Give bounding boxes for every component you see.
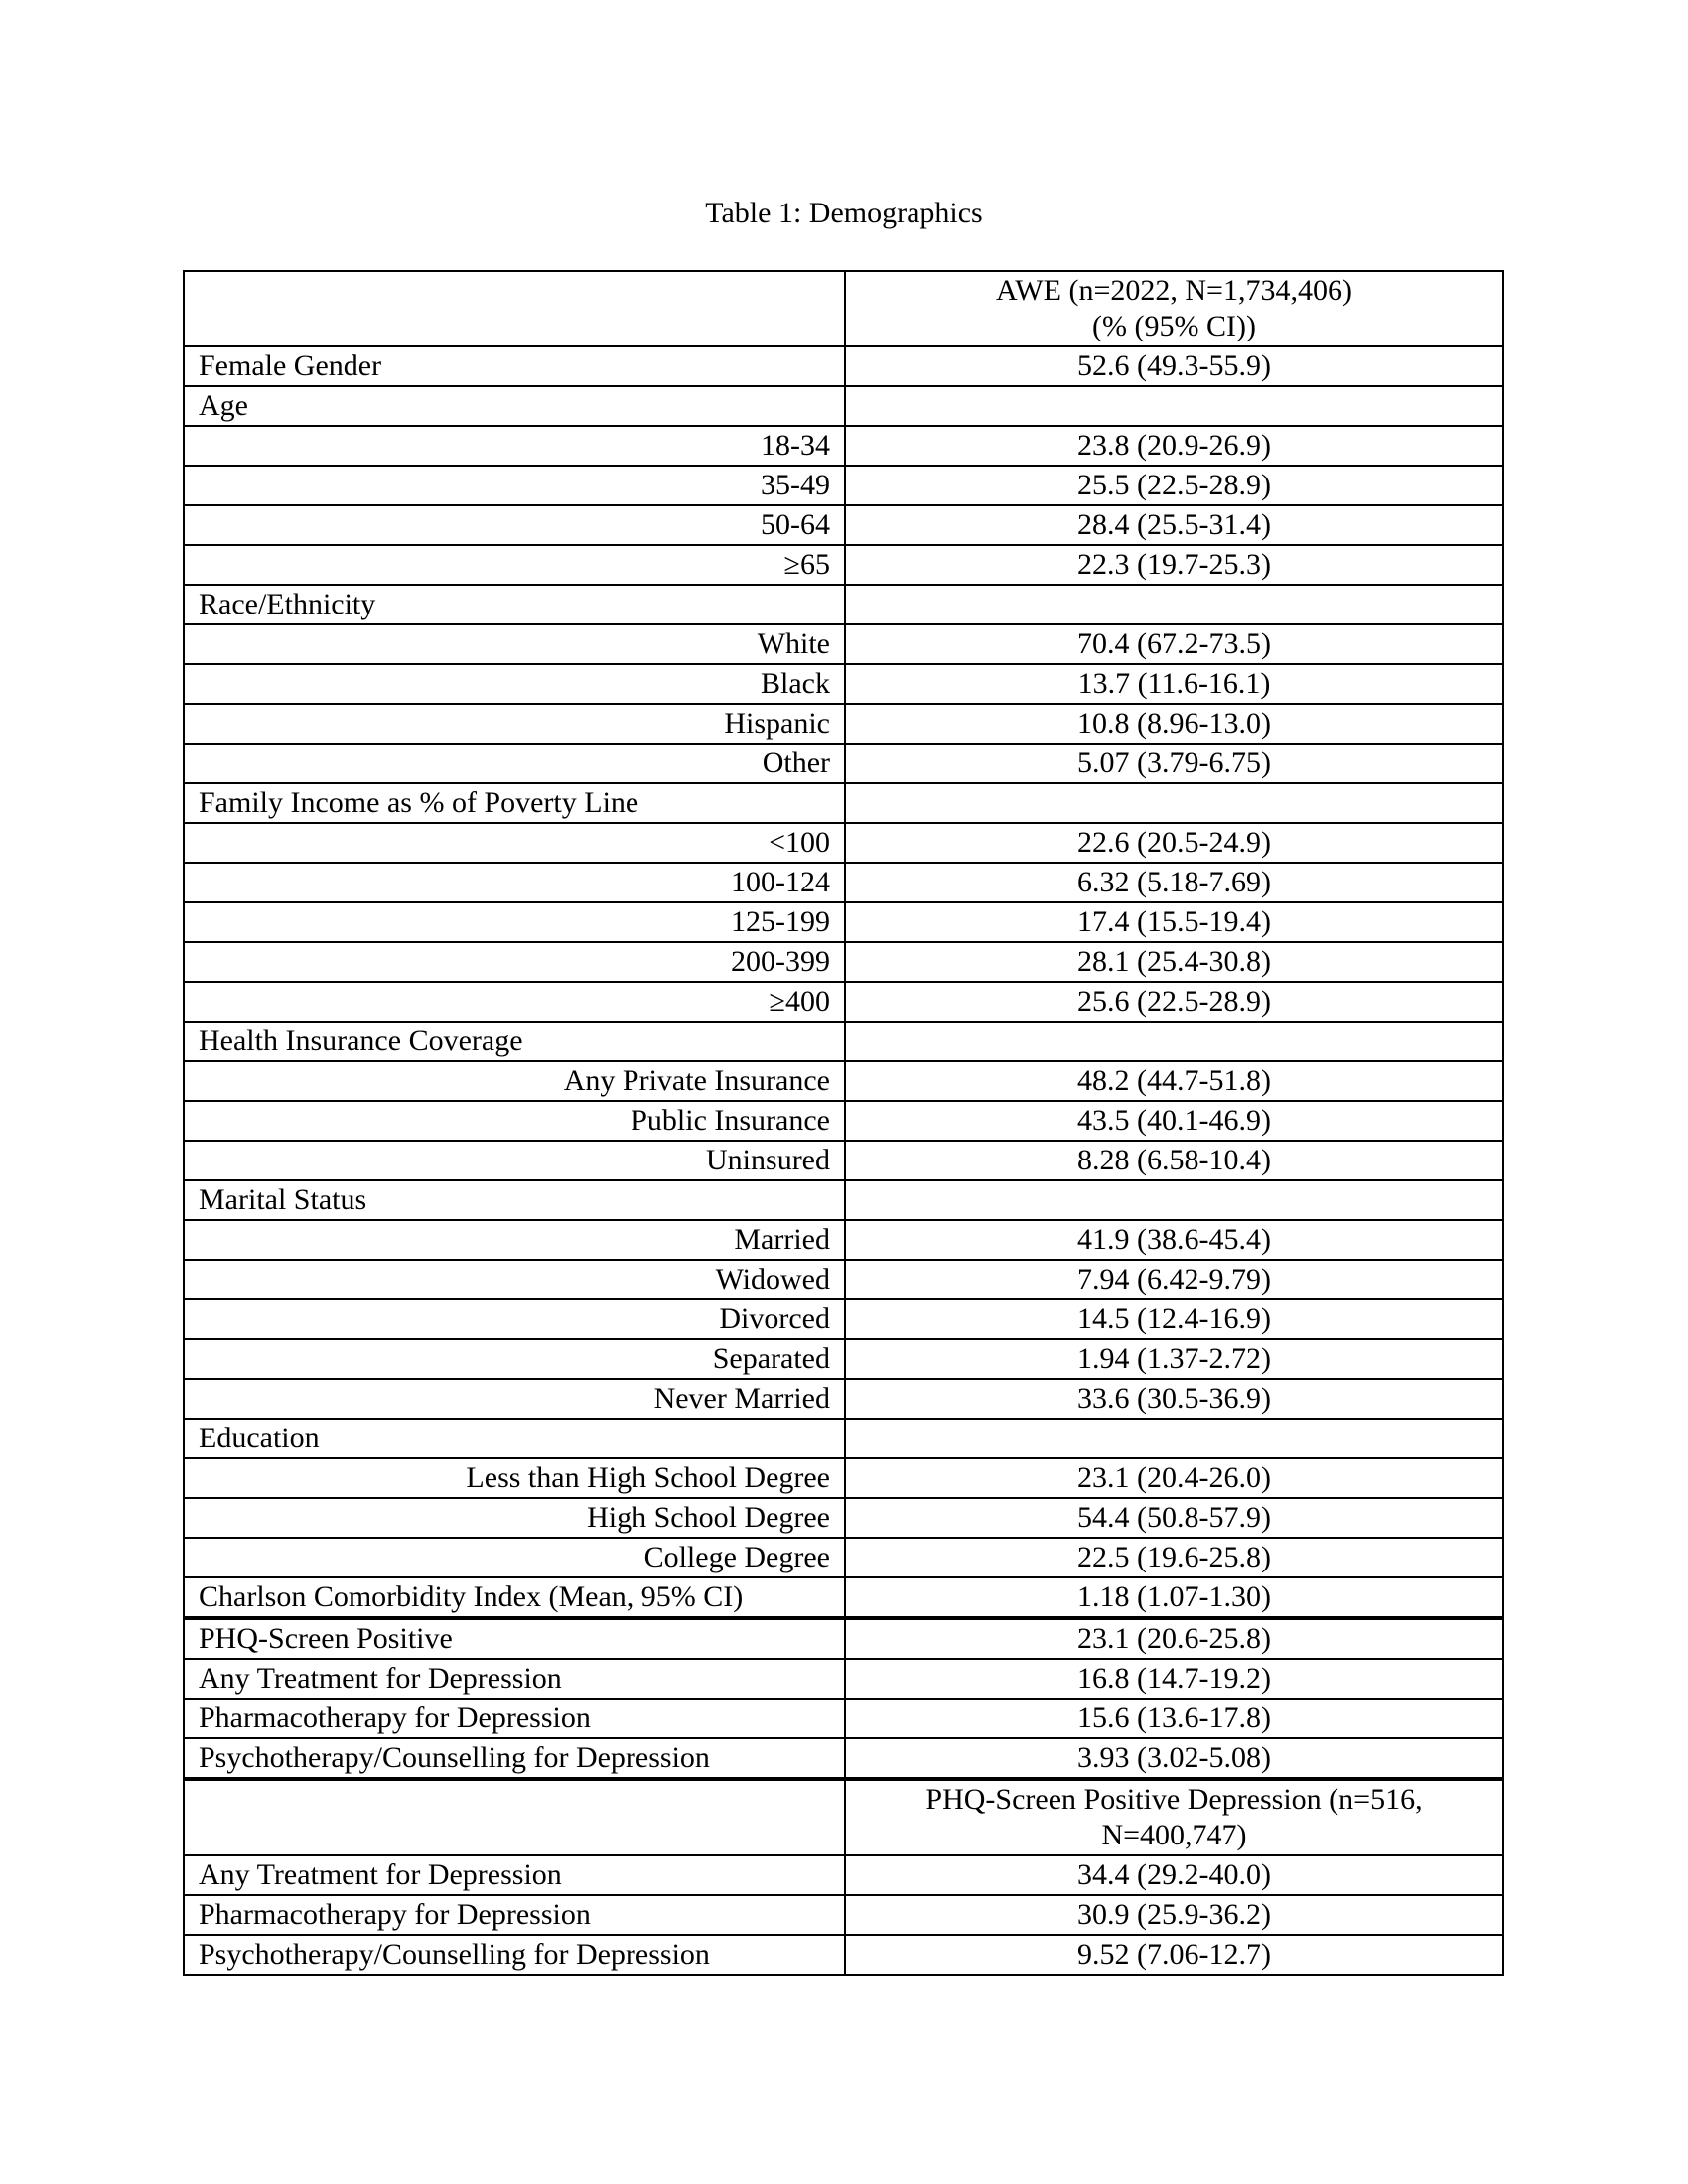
row-label: White: [184, 624, 845, 664]
row-value: 25.6 (22.5-28.9): [845, 982, 1503, 1022]
row-label: Hispanic: [184, 704, 845, 744]
table-row: [184, 1738, 1503, 1779]
row-value: 22.3 (19.7-25.3): [845, 545, 1503, 585]
row-value: 15.6 (13.6-17.8): [845, 1699, 1503, 1738]
row-label: 50-64: [184, 505, 845, 545]
subheader-line2: N=400,747): [1101, 1819, 1247, 1851]
header-awe-line2: (% (95% CI)): [1092, 310, 1256, 342]
table-row: [184, 1339, 1503, 1379]
row-value: 54.4 (50.8-57.9): [845, 1498, 1503, 1538]
row-label: Charlson Comorbidity Index (Mean, 95% CI): [184, 1577, 845, 1618]
table-row: [184, 783, 1503, 823]
header-awe-cell: [845, 271, 1503, 346]
row-value: 33.6 (30.5-36.9): [845, 1379, 1503, 1419]
row-label: Any Private Insurance: [184, 1061, 845, 1101]
table-row: [184, 624, 1503, 664]
header-empty-cell: [184, 271, 845, 346]
row-label: Less than High School Degree: [184, 1458, 845, 1498]
row-label: Black: [184, 664, 845, 704]
row-label: Age: [184, 386, 845, 426]
table-header-row: [184, 271, 1503, 346]
table-row: [184, 505, 1503, 545]
row-value: 1.94 (1.37-2.72): [845, 1339, 1503, 1379]
row-value: 1.18 (1.07-1.30): [845, 1577, 1503, 1618]
row-value: 10.8 (8.96-13.0): [845, 704, 1503, 744]
row-label: 100-124: [184, 863, 845, 902]
row-value: 43.5 (40.1-46.9): [845, 1101, 1503, 1141]
table-row: [184, 1379, 1503, 1419]
row-value: 17.4 (15.5-19.4): [845, 902, 1503, 942]
row-value: 28.4 (25.5-31.4): [845, 505, 1503, 545]
table-row: [184, 1618, 1503, 1659]
row-label: Any Treatment for Depression: [184, 1659, 845, 1699]
row-label: Family Income as % of Poverty Line: [184, 783, 845, 823]
table-row: [184, 1260, 1503, 1299]
row-value: 22.5 (19.6-25.8): [845, 1538, 1503, 1577]
table-row: [184, 942, 1503, 982]
table-row: [184, 664, 1503, 704]
row-label: ≥400: [184, 982, 845, 1022]
table-row: [184, 1101, 1503, 1141]
row-label: College Degree: [184, 1538, 845, 1577]
row-value: 23.1 (20.6-25.8): [845, 1618, 1503, 1659]
table-row: [184, 1141, 1503, 1180]
row-value: 52.6 (49.3-55.9): [845, 346, 1503, 386]
table-row: [184, 1458, 1503, 1498]
row-label: Divorced: [184, 1299, 845, 1339]
row-label: Other: [184, 744, 845, 783]
row-label: Education: [184, 1419, 845, 1458]
table-row: [184, 1855, 1503, 1895]
row-value: 9.52 (7.06-12.7): [845, 1935, 1503, 1975]
table-row: [184, 902, 1503, 942]
row-value: 23.8 (20.9-26.9): [845, 426, 1503, 466]
row-value: 30.9 (25.9-36.2): [845, 1895, 1503, 1935]
table-row: [184, 1498, 1503, 1538]
table-row: [184, 1659, 1503, 1699]
row-value: 41.9 (38.6-45.4): [845, 1220, 1503, 1260]
row-value: 14.5 (12.4-16.9): [845, 1299, 1503, 1339]
row-value: 8.28 (6.58-10.4): [845, 1141, 1503, 1180]
row-label: High School Degree: [184, 1498, 845, 1538]
row-value: 22.6 (20.5-24.9): [845, 823, 1503, 863]
row-value: [845, 386, 1503, 426]
row-label: ≥65: [184, 545, 845, 585]
subheader-line1: PHQ-Screen Positive Depression (n=516,: [925, 1783, 1423, 1816]
table-title: Table 1: Demographics: [705, 197, 983, 229]
table-row: [184, 1895, 1503, 1935]
row-value: 28.1 (25.4-30.8): [845, 942, 1503, 982]
row-value: 6.32 (5.18-7.69): [845, 863, 1503, 902]
row-value: 48.2 (44.7-51.8): [845, 1061, 1503, 1101]
row-value: [845, 1180, 1503, 1220]
table-row: [184, 1220, 1503, 1260]
row-label: Pharmacotherapy for Depression: [184, 1895, 845, 1935]
row-value: 34.4 (29.2-40.0): [845, 1855, 1503, 1895]
table-row: [184, 585, 1503, 624]
row-label: Race/Ethnicity: [184, 585, 845, 624]
row-value: [845, 1419, 1503, 1458]
row-label: 200-399: [184, 942, 845, 982]
table-row: [184, 1419, 1503, 1458]
row-label: 125-199: [184, 902, 845, 942]
table-row: [184, 863, 1503, 902]
table-row: [184, 704, 1503, 744]
subgroup-header-row: [184, 1779, 1503, 1855]
row-label: PHQ-Screen Positive: [184, 1618, 845, 1659]
row-label: Psychotherapy/Counselling for Depression: [184, 1935, 845, 1975]
table-row: [184, 1935, 1503, 1975]
table-row: [184, 1299, 1503, 1339]
row-label: Any Treatment for Depression: [184, 1855, 845, 1895]
row-value: [845, 783, 1503, 823]
row-value: 16.8 (14.7-19.2): [845, 1659, 1503, 1699]
row-value: 70.4 (67.2-73.5): [845, 624, 1503, 664]
subheader-empty-cell: [184, 1779, 845, 1855]
row-value: 3.93 (3.02-5.08): [845, 1738, 1503, 1779]
table-row: [184, 466, 1503, 505]
row-label: Never Married: [184, 1379, 845, 1419]
row-label: Marital Status: [184, 1180, 845, 1220]
row-value: [845, 585, 1503, 624]
table-row: [184, 426, 1503, 466]
table-row: [184, 823, 1503, 863]
row-label: Public Insurance: [184, 1101, 845, 1141]
table-row: [184, 1180, 1503, 1220]
row-label: Psychotherapy/Counselling for Depression: [184, 1738, 845, 1779]
row-label: Separated: [184, 1339, 845, 1379]
row-label: Uninsured: [184, 1141, 845, 1180]
table-row: [184, 982, 1503, 1022]
header-awe-line1: AWE (n=2022, N=1,734,406): [996, 274, 1352, 307]
row-label: Pharmacotherapy for Depression: [184, 1699, 845, 1738]
row-label: Health Insurance Coverage: [184, 1022, 845, 1061]
subheader-phq-cell: [845, 1779, 1503, 1855]
row-label: 35-49: [184, 466, 845, 505]
demographics-table: [183, 270, 1504, 1976]
table-row: [184, 744, 1503, 783]
table-row: [184, 386, 1503, 426]
row-value: 5.07 (3.79-6.75): [845, 744, 1503, 783]
table-row: [184, 1022, 1503, 1061]
row-value: 13.7 (11.6-16.1): [845, 664, 1503, 704]
table-row: [184, 1577, 1503, 1618]
row-label: <100: [184, 823, 845, 863]
table-row: [184, 1538, 1503, 1577]
row-value: 7.94 (6.42-9.79): [845, 1260, 1503, 1299]
row-label: Widowed: [184, 1260, 845, 1299]
table-row: [184, 1061, 1503, 1101]
row-value: 23.1 (20.4-26.0): [845, 1458, 1503, 1498]
row-value: [845, 1022, 1503, 1061]
table-row: [184, 346, 1503, 386]
row-value: 25.5 (22.5-28.9): [845, 466, 1503, 505]
row-label: Female Gender: [184, 346, 845, 386]
row-label: 18-34: [184, 426, 845, 466]
table-row: [184, 1699, 1503, 1738]
table-row: [184, 545, 1503, 585]
row-label: Married: [184, 1220, 845, 1260]
